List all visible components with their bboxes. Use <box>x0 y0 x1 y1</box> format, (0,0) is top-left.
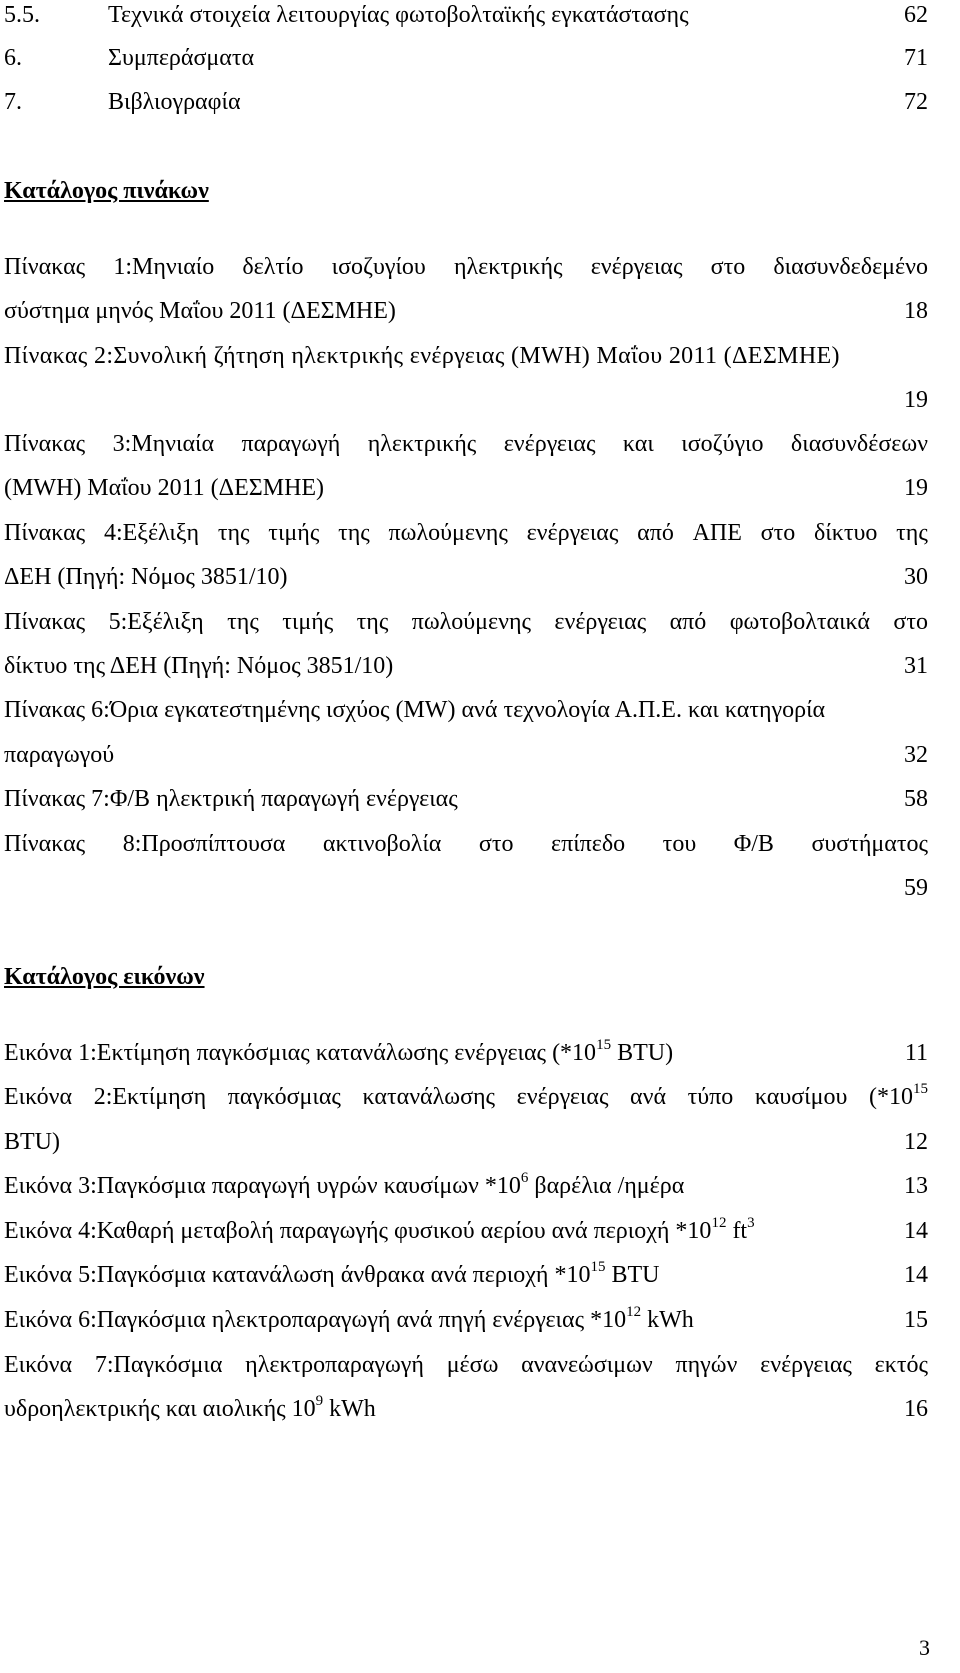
word: στο <box>710 254 746 280</box>
toc-entry[interactable] <box>4 0 928 30</box>
entry-text-main: Εικόνα 3:Παγκόσμια παραγωγή υγρών καυσίμων *10 <box>4 1173 521 1199</box>
table-entry-5-line2[interactable] <box>4 651 928 681</box>
superscript: 15 <box>590 1259 606 1275</box>
word: τιμής <box>268 520 320 546</box>
toc-entry-title: Τεχνικά στοιχεία λειτουργίας φωτοβολταϊκής εγκατάστασης <box>108 2 689 28</box>
toc-entry-page: 71 <box>904 45 928 71</box>
word: ανά <box>630 1084 667 1110</box>
toc-entry-number: 7. <box>4 89 22 115</box>
table-entry-7[interactable] <box>4 784 928 814</box>
entry-page: 13 <box>904 1173 928 1199</box>
word: Πίνακας <box>4 831 86 857</box>
superscript: 15 <box>596 1037 612 1053</box>
word: παραγωγή <box>241 431 341 457</box>
entry-page: 12 <box>904 1129 928 1155</box>
entry-text-main: υδροηλεκτρικής και αιολικής 10 <box>4 1396 316 1422</box>
entry-text-main: (*10 <box>868 1084 913 1110</box>
entry-page: 14 <box>904 1218 928 1244</box>
entry-text-unit: ft <box>726 1218 748 1244</box>
entry-text <box>4 1215 755 1244</box>
entry-text: BTU) <box>4 1129 60 1155</box>
word: Πίνακας <box>4 609 86 635</box>
toc-entry-page: 62 <box>904 2 928 28</box>
word: δίκτυο <box>814 520 878 546</box>
word: ενέργειας <box>516 1084 609 1110</box>
superscript: 9 <box>315 1393 324 1409</box>
word: φωτοβολταικά <box>729 609 870 635</box>
figure-entry-4[interactable] <box>4 1216 928 1246</box>
superscript: 3 <box>747 1215 755 1231</box>
superscript: 15 <box>912 1081 928 1097</box>
table-entry-6-line1[interactable] <box>4 695 928 725</box>
word: ΑΠΕ <box>692 520 742 546</box>
word: πηγών <box>675 1352 738 1378</box>
entry-text-unit: kWh <box>641 1307 694 1333</box>
toc-entry[interactable] <box>4 87 928 117</box>
word: ηλεκτρικής <box>453 254 563 280</box>
entry-text-main: Εικόνα 4:Καθαρή μεταβολή παραγωγής φυσικού αερίου ανά περιοχή *10 <box>4 1218 712 1244</box>
word: Εικόνα <box>4 1352 73 1378</box>
word: δελτίο <box>242 254 304 280</box>
word: μέσω <box>446 1352 499 1378</box>
figure-entry-1[interactable] <box>4 1038 928 1068</box>
word: στο <box>760 520 796 546</box>
word: της <box>896 520 928 546</box>
entry-page: 19 <box>904 387 928 413</box>
word: 5:Εξέλιξη <box>108 609 204 635</box>
entry-text <box>4 1393 376 1422</box>
entry-page: 31 <box>904 653 928 679</box>
entry-page: 59 <box>904 875 928 901</box>
table-entry-3-line1[interactable] <box>4 429 928 459</box>
word: Πίνακας <box>4 431 86 457</box>
table-entry-6-line2[interactable] <box>4 740 928 770</box>
entry-page: 58 <box>904 786 928 812</box>
toc-entry[interactable] <box>4 43 928 73</box>
entry-page: 30 <box>904 564 928 590</box>
entry-page: 14 <box>904 1262 928 1288</box>
toc-entry-number: 5.5. <box>4 2 40 28</box>
entry-text: Πίνακας 6:Όρια εγκατεστημένης ισχύος (MW) ανά τεχνολογία Α.Π.Ε. και κατηγορία <box>4 697 826 723</box>
list-of-tables-heading: Κατάλογος πινάκων <box>4 178 209 204</box>
entry-text: (MWH) Μαΐου 2011 (ΔΕΣΜΗΕ) <box>4 475 325 501</box>
entry-page: 32 <box>904 742 928 768</box>
table-entry-2-line1[interactable] <box>4 341 928 371</box>
word: τιμής <box>282 609 334 635</box>
table-entry-8-line2 <box>4 873 928 903</box>
entry-text-main: Εικόνα 6:Παγκόσμια ηλεκτροπαραγωγή ανά πηγή ενέργειας *10 <box>4 1307 627 1333</box>
entry-page: 16 <box>904 1396 928 1422</box>
word: 2:Εκτίμηση <box>93 1084 207 1110</box>
entry-text <box>4 1304 694 1333</box>
figure-entry-7-line2[interactable] <box>4 1394 928 1424</box>
figure-entry-3[interactable] <box>4 1171 928 1201</box>
word: 3:Μηνιαία <box>112 431 215 457</box>
word: πωλούμενης <box>388 520 508 546</box>
entry-text <box>4 1259 660 1288</box>
table-entry-4-line1[interactable] <box>4 518 928 548</box>
word: ηλεκτρικής <box>367 431 477 457</box>
figure-entry-2-line1[interactable] <box>4 1082 928 1112</box>
word: διασυνδέσεων <box>790 431 928 457</box>
entry-text: ΔΕΗ (Πηγή: Νόμος 3851/10) <box>4 564 288 590</box>
table-entry-1-line2[interactable] <box>4 296 928 326</box>
word: 1:Μηνιαίο <box>113 254 215 280</box>
entry-page: 18 <box>904 298 928 324</box>
entry-text-unit: BTU <box>605 1262 660 1288</box>
word: εκτός <box>874 1352 928 1378</box>
word: της <box>338 520 370 546</box>
entry-text-main: Εικόνα 5:Παγκόσμια κατανάλωση άνθρακα ανά περιοχή *10 <box>4 1262 591 1288</box>
word: κατανάλωσης <box>362 1084 496 1110</box>
word: συστήματος <box>811 831 928 857</box>
toc-entry-number: 6. <box>4 45 22 71</box>
word: παγκόσμιας <box>227 1084 341 1110</box>
page-number: 3 <box>919 1635 930 1660</box>
figure-entry-7-line1[interactable] <box>4 1350 928 1380</box>
word: από <box>637 520 674 546</box>
toc-entry-title: Βιβλιογραφία <box>108 89 241 115</box>
word: ενέργειας <box>590 254 683 280</box>
entry-text: παραγωγού <box>4 742 115 768</box>
entry-text: Πίνακας 7:Φ/Β ηλεκτρική παραγωγή ενέργειας <box>4 786 458 812</box>
word: Φ/Β <box>733 831 774 857</box>
table-entry-3-line2[interactable] <box>4 473 928 503</box>
word <box>869 1082 928 1112</box>
word: 4:Εξέλιξη <box>103 520 200 546</box>
word: Πίνακας <box>4 520 86 546</box>
entry-text-unit: βαρέλια /ημέρα <box>528 1173 685 1199</box>
word: ακτινοβολία <box>322 831 442 857</box>
word: στο <box>893 609 928 635</box>
table-entry-8-line1[interactable] <box>4 829 928 859</box>
entry-text-main: Εικόνα 1:Εκτίμηση παγκόσμιας κατανάλωσης ενέργειας (*10 <box>4 1040 597 1066</box>
superscript: 12 <box>626 1304 642 1320</box>
figure-entry-6[interactable] <box>4 1305 928 1335</box>
word: 8:Προσπίπτουσα <box>122 831 286 857</box>
list-of-figures-heading: Κατάλογος εικόνων <box>4 964 205 990</box>
word: ενέργειας <box>503 431 596 457</box>
toc-entry-title: Συμπεράσματα <box>108 45 255 71</box>
figure-entry-2-line2[interactable] <box>4 1127 928 1157</box>
word: και <box>622 431 654 457</box>
word: διασυνδεδεμένο <box>773 254 928 280</box>
toc-entry-page: 72 <box>904 89 928 115</box>
word: Εικόνα <box>4 1084 73 1110</box>
entry-text-unit: kWh <box>323 1396 376 1422</box>
word: επίπεδο <box>551 831 626 857</box>
entry-text-unit: BTU) <box>611 1040 674 1066</box>
superscript: 12 <box>711 1215 727 1231</box>
word: πωλούμενης <box>411 609 532 635</box>
word: του <box>662 831 697 857</box>
entry-text: σύστημα μηνός Μαΐου 2011 (ΔΕΣΜΗΕ) <box>4 298 396 324</box>
word: της <box>217 520 250 546</box>
word: στο <box>478 831 514 857</box>
entry-page: 15 <box>904 1307 928 1333</box>
word: ισοζύγιο <box>681 431 764 457</box>
word: της <box>227 609 259 635</box>
table-entry-4-line2[interactable] <box>4 562 928 592</box>
word: ενέργειας <box>554 609 647 635</box>
entry-text: Πίνακας 2:Συνολική ζήτηση ηλεκτρικής ενέργειας (MWH) Μαΐου 2011 (ΔΕΣΜΗΕ) <box>4 343 840 369</box>
entry-text <box>4 1170 685 1199</box>
entry-page: 19 <box>904 475 928 501</box>
word: ενέργειας <box>526 520 619 546</box>
word: 7:Παγκόσμια <box>94 1352 223 1378</box>
table-entry-5-line1[interactable] <box>4 607 928 637</box>
word: από <box>669 609 707 635</box>
entry-page: 11 <box>904 1040 928 1066</box>
word: τύπο <box>687 1084 734 1110</box>
table-entry-1-line1[interactable] <box>4 252 928 282</box>
word: ηλεκτροπαραγωγή <box>245 1352 424 1378</box>
entry-text: δίκτυο της ΔΕΗ (Πηγή: Νόμος 3851/10) <box>4 653 394 679</box>
word: καυσίμου <box>754 1084 848 1110</box>
word: ανανεώσιμων <box>521 1352 653 1378</box>
word: Πίνακας <box>4 254 86 280</box>
figure-entry-5[interactable] <box>4 1260 928 1290</box>
table-entry-2-line2 <box>4 385 928 415</box>
superscript: 6 <box>520 1170 529 1186</box>
word: της <box>356 609 389 635</box>
word: ενέργειας <box>760 1352 852 1378</box>
word: ισοζυγίου <box>331 254 426 280</box>
entry-text <box>4 1037 674 1066</box>
